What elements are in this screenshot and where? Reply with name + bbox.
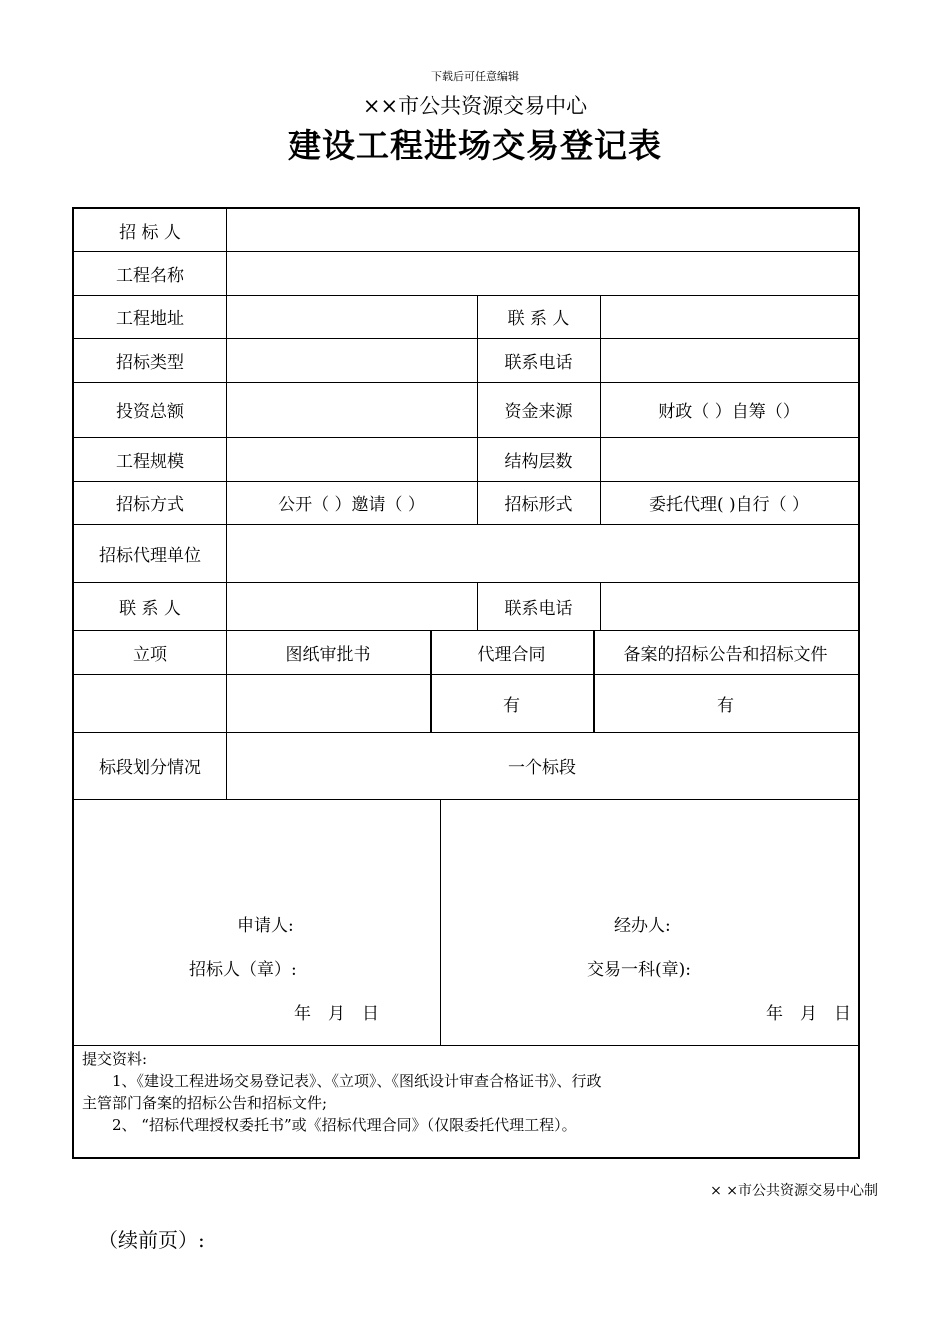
filing-docs-label: 备案的招标公告和招标文件 xyxy=(623,644,828,665)
project-name-field[interactable] xyxy=(226,251,858,295)
tender-type-label: 招标类型 xyxy=(116,352,184,373)
agency-field[interactable] xyxy=(226,524,858,582)
contact-label: 联 系 人 xyxy=(507,309,570,329)
floors-field[interactable] xyxy=(600,437,858,481)
submission-heading: 提交资料: xyxy=(82,1050,148,1068)
form-maker-note: × ×市公共资源交易中心制 xyxy=(710,1183,878,1199)
section-label: 标段划分情况 xyxy=(99,758,201,778)
scale-field[interactable] xyxy=(226,437,477,481)
tender-form-value[interactable]: 委托代理( )自行（ ） xyxy=(648,495,810,515)
handler-label: 经办人: xyxy=(614,916,671,936)
submission-item-2: 2、 “招标代理授权委托书”或《招标代理合同》（仅限委托代理工程）。 xyxy=(82,1116,577,1134)
agency-phone-field[interactable] xyxy=(600,582,858,630)
agency-label: 招标代理单位 xyxy=(99,545,201,566)
continued-label: （续前页）: xyxy=(98,1228,205,1252)
project-address-field[interactable] xyxy=(226,295,477,338)
fund-source-label: 资金来源 xyxy=(504,402,573,422)
tender-type-field[interactable] xyxy=(226,338,477,382)
fund-source-value[interactable]: 财政（ ）自筹（） xyxy=(658,402,800,422)
investment-label: 投资总额 xyxy=(116,402,184,422)
agency-contact-label: 联 系 人 xyxy=(119,598,181,619)
tender-method-value[interactable]: 公开（ ）邀请（ ） xyxy=(278,495,425,515)
tenderer-seal-label: 招标人（章）: xyxy=(189,960,297,980)
tender-method-label: 招标方式 xyxy=(116,495,184,515)
top-note: 下载后可任意编辑 xyxy=(431,70,519,83)
organization-name: ××市公共资源交易中心 xyxy=(362,94,588,118)
row-divider xyxy=(74,799,858,800)
phone-field[interactable] xyxy=(600,338,858,382)
scale-label: 工程规模 xyxy=(116,451,184,472)
submission-item-1-cont: 主管部门备案的招标公告和招标文件; xyxy=(82,1094,328,1112)
tenderer-label: 招 标 人 xyxy=(119,222,181,243)
project-name-label: 工程名称 xyxy=(116,265,184,286)
agency-contract-label: 代理合同 xyxy=(477,644,546,665)
trading-dept-seal-label: 交易一科(章): xyxy=(587,960,691,980)
tenderer-field[interactable] xyxy=(226,209,858,251)
investment-field[interactable] xyxy=(226,382,477,437)
phone-label: 联系电话 xyxy=(504,352,573,373)
column-divider xyxy=(440,799,441,1045)
drawing-approval-label: 图纸审批书 xyxy=(285,644,371,665)
section-value[interactable]: 一个标段 xyxy=(508,758,576,778)
project-address-label: 工程地址 xyxy=(116,309,184,329)
row-divider xyxy=(74,1045,858,1046)
submission-item-1: 1、《建设工程进场交易登记表》、《立项》、《图纸设计审查合格证书》、行政 xyxy=(82,1072,602,1090)
agency-phone-label: 联系电话 xyxy=(504,598,573,619)
page-title: 建设工程进场交易登记表 xyxy=(288,126,662,165)
tender-form-label: 招标形式 xyxy=(504,495,573,515)
date-right: 年 月 日 xyxy=(766,1004,851,1024)
drawing-approval-field[interactable] xyxy=(226,674,430,732)
date-left: 年 月 日 xyxy=(294,1004,379,1024)
agency-contact-field[interactable] xyxy=(226,582,477,630)
registration-form-table xyxy=(72,207,860,1159)
approval-label: 立项 xyxy=(133,644,167,665)
floors-label: 结构层数 xyxy=(504,451,573,472)
applicant-label: 申请人: xyxy=(237,916,294,936)
agency-contract-value[interactable]: 有 xyxy=(503,695,520,716)
filing-docs-value[interactable]: 有 xyxy=(717,695,734,716)
contact-field[interactable] xyxy=(600,295,858,338)
approval-field[interactable] xyxy=(74,674,226,732)
